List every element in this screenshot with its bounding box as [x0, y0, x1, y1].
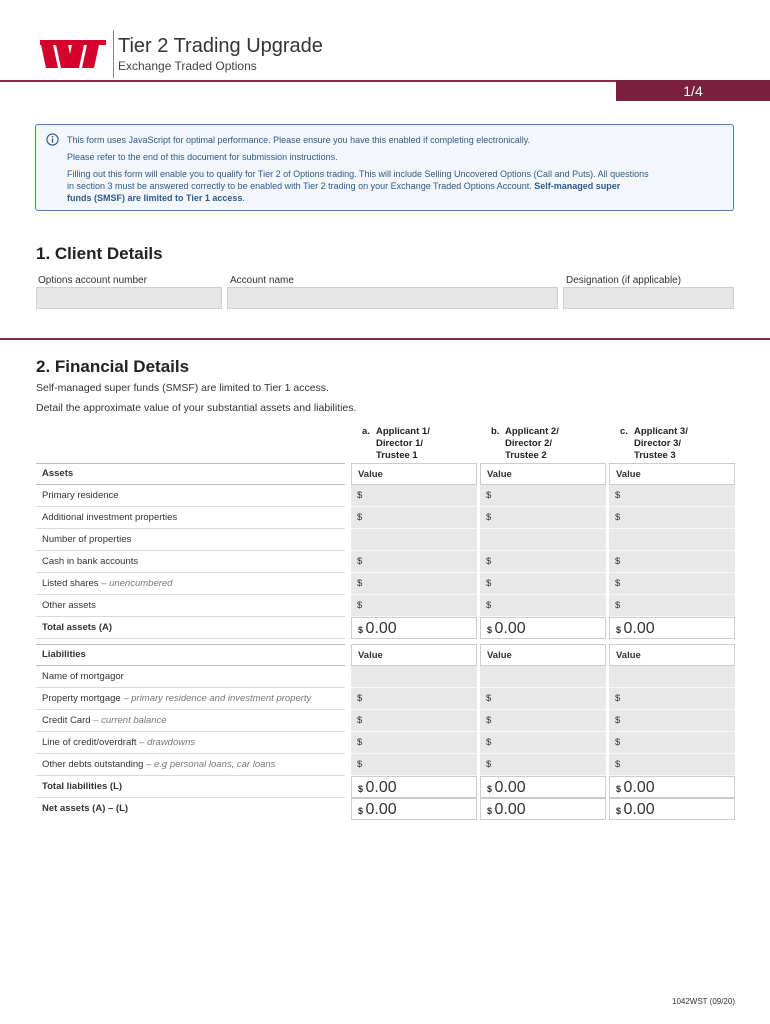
liabilities-heading: Liabilities [36, 644, 345, 666]
client-details-title: 1. Client Details [36, 244, 163, 263]
options-account-input[interactable] [36, 287, 222, 309]
net-assets-3-value: 0.00 [623, 801, 655, 818]
info-line-javascript: This form uses JavaScript for optimal performance. Please ensure you have this enabled if completing electronically. [67, 135, 531, 145]
applicant-3-line3: Trustee 3 [634, 450, 676, 461]
liabilities-value-header-1: Value [351, 644, 477, 666]
credit-card-label [36, 710, 345, 732]
cash-input-3[interactable]: $ [609, 551, 735, 573]
other-assets-input-2[interactable]: $ [480, 595, 606, 617]
net-assets-3 [609, 798, 735, 820]
total-liabilities-3-value: 0.00 [623, 779, 655, 796]
credit-card-note: – current balance [93, 715, 167, 726]
net-assets-1-currency: $ [358, 806, 364, 816]
applicant-1-line1: Applicant 1/ [376, 426, 430, 437]
primary-residence-input-2[interactable]: $ [480, 485, 606, 507]
financial-details-title: 2. Financial Details [36, 357, 190, 376]
property-mortgage-input-2[interactable]: $ [480, 688, 606, 710]
section-divider [0, 338, 770, 340]
listed-shares-text: Listed shares [42, 578, 99, 589]
total-assets-1-currency: $ [358, 625, 364, 635]
assets-instruction: Detail the approximate value of your substantial assets and liabilities. [36, 402, 357, 414]
net-assets-label: Net assets (A) – (L) [42, 803, 129, 814]
assets-heading: Assets [36, 463, 345, 485]
line-of-credit-text: Line of credit/overdraft [42, 737, 137, 748]
credit-card-text: Credit Card [42, 715, 91, 726]
other-assets-label: Other assets [36, 595, 345, 617]
assets-value-header-2: Value [480, 463, 606, 485]
primary-residence-input-1[interactable]: $ [351, 485, 477, 507]
applicant-2-letter: b. [491, 426, 500, 437]
other-debts-input-1[interactable]: $ [351, 754, 477, 776]
total-assets-1 [351, 617, 477, 639]
additional-properties-input-3[interactable]: $ [609, 507, 735, 529]
assets-value-header-1: Value [351, 463, 477, 485]
mortgagor-input-1[interactable] [351, 666, 477, 688]
applicant-1-header [362, 426, 430, 462]
number-of-properties-input-1[interactable] [351, 529, 477, 551]
number-of-properties-input-2[interactable] [480, 529, 606, 551]
total-liabilities-1-value: 0.00 [365, 779, 397, 796]
applicant-2-line2: Director 2/ [505, 438, 552, 449]
line-of-credit-note: – drawdowns [139, 737, 196, 748]
page-title: Tier 2 Trading Upgrade [118, 35, 323, 57]
total-assets-2 [480, 617, 606, 639]
cash-input-2[interactable]: $ [480, 551, 606, 573]
options-account-label: Options account number [38, 275, 147, 286]
smsf-note: Self-managed super funds (SMSF) are limited to Tier 1 access. [36, 382, 329, 394]
total-liabilities-2-currency: $ [487, 784, 493, 794]
credit-card-input-2[interactable]: $ [480, 710, 606, 732]
info-icon [46, 133, 59, 146]
info-smsf-bold-2: funds (SMSF) are limited to Tier 1 access [67, 193, 243, 203]
number-of-properties-label: Number of properties [36, 529, 345, 551]
other-debts-text: Other debts outstanding [42, 759, 144, 770]
cash-input-1[interactable]: $ [351, 551, 477, 573]
total-assets-3-currency: $ [616, 625, 622, 635]
info-line-tier2: Filling out this form will enable you to qualify for Tier 2 of Options trading. This will include Selling Uncovered Options (Call and Puts). All questions [67, 169, 649, 179]
other-debts-input-3[interactable]: $ [609, 754, 735, 776]
info-smsf-period: . [242, 193, 245, 203]
total-assets-3-value: 0.00 [623, 620, 655, 637]
applicant-1-letter: a. [362, 426, 370, 437]
liabilities-value-header-2: Value [480, 644, 606, 666]
applicant-2-line3: Trustee 2 [505, 450, 547, 461]
assets-value-header-3: Value [609, 463, 735, 485]
line-of-credit-label [36, 732, 345, 754]
westpac-logo-icon [40, 40, 106, 68]
line-of-credit-input-3[interactable]: $ [609, 732, 735, 754]
form-code: 1042WST (09/20) [672, 997, 735, 1006]
net-assets-1 [351, 798, 477, 820]
listed-shares-input-1[interactable]: $ [351, 573, 477, 595]
primary-residence-label: Primary residence [36, 485, 345, 507]
info-notice [35, 124, 734, 211]
total-assets-2-value: 0.00 [494, 620, 526, 637]
applicant-3-line2: Director 3/ [634, 438, 681, 449]
header-divider [113, 30, 114, 78]
info-smsf-bold-1: Self-managed super [534, 181, 621, 191]
liabilities-value-header-3: Value [609, 644, 735, 666]
additional-properties-input-1[interactable]: $ [351, 507, 477, 529]
net-assets-2-currency: $ [487, 806, 493, 816]
total-assets-1-value: 0.00 [365, 620, 397, 637]
total-liabilities-2 [480, 776, 606, 798]
property-mortgage-text: Property mortgage [42, 693, 121, 704]
applicant-2-header [491, 426, 559, 462]
additional-properties-input-2[interactable]: $ [480, 507, 606, 529]
total-assets-3 [609, 617, 735, 639]
listed-shares-input-3[interactable]: $ [609, 573, 735, 595]
other-debts-input-2[interactable]: $ [480, 754, 606, 776]
credit-card-input-3[interactable]: $ [609, 710, 735, 732]
applicant-3-letter: c. [620, 426, 628, 437]
property-mortgage-input-1[interactable]: $ [351, 688, 477, 710]
info-line-submission: Please refer to the end of this document for submission instructions. [67, 152, 338, 162]
info-line-section3 [67, 180, 727, 192]
net-assets-2-value: 0.00 [494, 801, 526, 818]
total-liabilities-3 [609, 776, 735, 798]
number-of-properties-input-3[interactable] [609, 529, 735, 551]
mortgagor-input-2[interactable] [480, 666, 606, 688]
applicant-3-line1: Applicant 3/ [634, 426, 688, 437]
total-liabilities-label: Total liabilities (L) [36, 776, 345, 798]
total-liabilities-1-currency: $ [358, 784, 364, 794]
mortgagor-input-3[interactable] [609, 666, 735, 688]
other-assets-input-3[interactable]: $ [609, 595, 735, 617]
listed-shares-label [36, 573, 345, 595]
additional-properties-label: Additional investment properties [36, 507, 345, 529]
applicant-1-line3: Trustee 1 [376, 450, 418, 461]
credit-card-input-1[interactable]: $ [351, 710, 477, 732]
info-line-smsf [67, 192, 727, 204]
total-liabilities-3-currency: $ [616, 784, 622, 794]
listed-shares-note: – unencumbered [101, 578, 173, 589]
mortgagor-label: Name of mortgagor [36, 666, 345, 688]
primary-residence-input-3[interactable]: $ [609, 485, 735, 507]
line-of-credit-input-1[interactable]: $ [351, 732, 477, 754]
line-of-credit-input-2[interactable]: $ [480, 732, 606, 754]
listed-shares-input-2[interactable]: $ [480, 573, 606, 595]
page-subtitle: Exchange Traded Options [118, 59, 257, 73]
designation-label: Designation (if applicable) [566, 275, 682, 286]
info-section3-text: in section 3 must be answered correctly to be enabled with Tier 2 trading on your Exchange Traded Options Account. [67, 181, 532, 191]
total-assets-2-currency: $ [487, 625, 493, 635]
applicant-3-header [620, 426, 688, 462]
total-liabilities-2-value: 0.00 [494, 779, 526, 796]
net-assets-3-currency: $ [616, 806, 622, 816]
net-assets-1-value: 0.00 [365, 801, 397, 818]
account-name-label: Account name [230, 275, 294, 286]
account-name-input[interactable] [227, 287, 558, 309]
property-mortgage-input-3[interactable]: $ [609, 688, 735, 710]
property-mortgage-note: – primary residence and investment property [123, 693, 312, 704]
applicant-2-line1: Applicant 2/ [505, 426, 559, 437]
other-debts-label [36, 754, 345, 776]
total-liabilities-1 [351, 776, 477, 798]
applicant-1-line2: Director 1/ [376, 438, 423, 449]
designation-input[interactable] [563, 287, 734, 309]
property-mortgage-label [36, 688, 345, 710]
page-indicator: 1/4 [616, 80, 770, 101]
other-debts-note: – e.g personal loans, car loans [146, 759, 276, 770]
net-assets-2 [480, 798, 606, 820]
cash-label: Cash in bank accounts [36, 551, 345, 573]
other-assets-input-1[interactable]: $ [351, 595, 477, 617]
total-assets-label: Total assets (A) [36, 617, 345, 639]
page-header [0, 0, 770, 80]
